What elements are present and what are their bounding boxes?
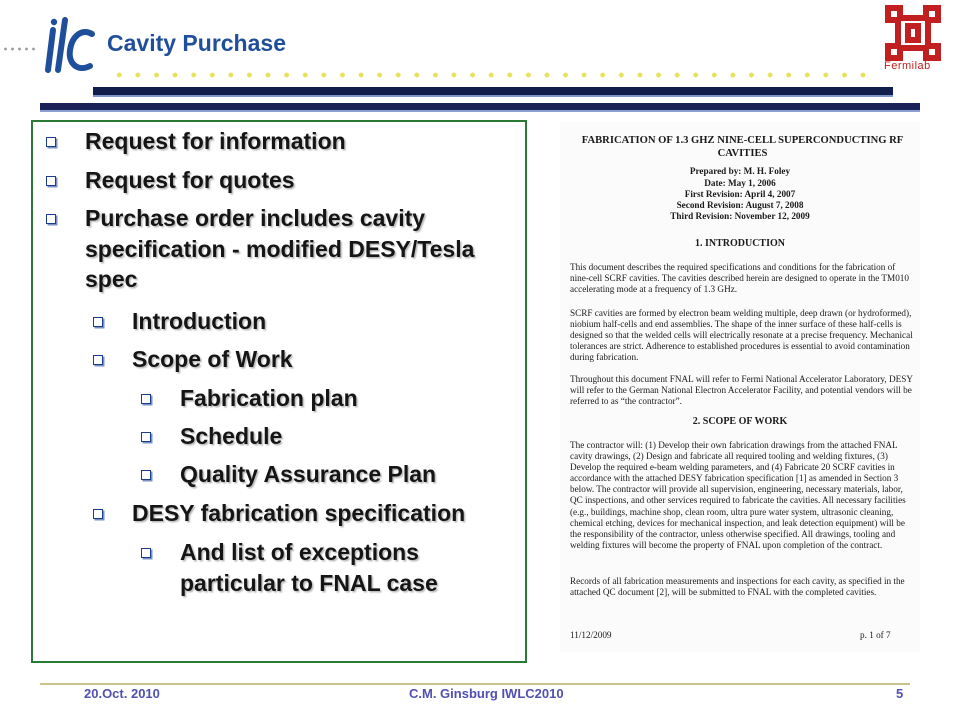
header-dot-row [110, 72, 870, 78]
bullet-item: And list of exceptions particular to FNAL case [180, 539, 438, 596]
left-dot-decoration [2, 46, 36, 52]
document-paragraph: Throughout this document FNAL will refer to Fermi National Accelerator Laboratory, DESY will refer to the German National Electron Accelerator Facility, and potential vendors will be referred to as “the contractor”. [570, 374, 913, 407]
bullet-box-icon [93, 509, 103, 519]
bullet-item: DESY fabrication specification [132, 500, 466, 526]
specification-document-page [560, 122, 920, 652]
document-prepared-by: Prepared by: M. H. Foley [689, 166, 791, 176]
document-section-heading: 1. INTRODUCTION [694, 238, 785, 249]
document-paragraph: The contractor will: (1) Develop their own fabrication drawings from the attached FNAL cavity drawings, (2) Design and fabricate all required tooling and welding fixtures, (3) Develop the required e-beam welding parameters, and (4) Fabricate 20 SCRF cavities in accordance with the attached DESY fabrication specification [1] as amended in Section 3 below. The contractor will provide all supervision, engineering, necessary materials, labor, QC inspections, and other services required to fabricate the cavities. All necessary facilities (e.g., buildings, machine shop, clean room, ultra pure water system, ultrasonic cleaning, chemical etching, devices for mechanical inspection, and leak detection equipment) will be the responsibility of the contractor, unless otherwise specified. All drawings, tooling and welding fixtures will become the property of FNAL upon completion of the contract. [570, 440, 906, 550]
bullet-item: Quality Assurance Plan [180, 461, 437, 487]
bullet-item: Scope of Work [132, 346, 293, 372]
document-section-heading: 2. SCOPE OF WORK [692, 416, 788, 427]
bullet-item: Schedule [180, 423, 283, 449]
bullet-item: Request for information [85, 128, 346, 154]
bullet-box-icon [141, 394, 151, 404]
fermilab-logo [880, 4, 946, 62]
bullet-box-icon [141, 432, 151, 442]
document-third-revision: Third Revision: November 12, 2009 [670, 211, 810, 221]
document-paragraph: SCRF cavities are formed by electron beam welding multiple, deep drawn (or hydroformed), niobium half-cells and end assemblies. The shape of the inner surface of these half-cells is designed so that the welded cells will electrically resonate at a precise frequency. Mechanical tolerances are strict. Adherence to established procedures is essential to avoid contamination during fabrication. [570, 308, 913, 363]
bullet-box-icon [93, 317, 103, 327]
header-rule-bottom [40, 103, 920, 110]
document-paragraph: Records of all fabrication measurements and inspections for each cavity, as specified in the attached QC document [2], will be submitted to FNAL with the completed cavities. [570, 576, 905, 598]
bullet-item: Introduction [132, 308, 267, 334]
bullet-box-icon [141, 548, 151, 558]
bullet-box-icon [46, 214, 56, 224]
bullet-item: Request for quotes [85, 167, 295, 193]
document-second-revision: Second Revision: August 7, 2008 [676, 200, 804, 210]
bullet-item: Fabrication plan [180, 385, 358, 411]
footer-date: 20.Oct. 2010 [84, 686, 160, 701]
header-rule-bottom-shade [40, 110, 920, 112]
document-footer-page: p. 1 of 7 [860, 630, 891, 640]
bullet-box-icon [46, 137, 56, 147]
document-footer-date: 11/12/2009 [570, 630, 612, 640]
document-first-revision: First Revision: April 4, 2007 [684, 189, 796, 199]
footer-page-number: 5 [896, 686, 904, 701]
document-paragraph: This document describes the required specifications and conditions for the fabrication of nine-cell SCRF cavities. The cavities described herein are designed to operate in the TM010 accelerating mode at a frequency of 1.3 GHz. [570, 262, 909, 295]
bullet-item: Purchase order includes cavity specification - modified DESY/Tesla spec [85, 205, 475, 292]
footer-author: C.M. Ginsburg IWLC2010 [409, 686, 564, 701]
bullet-box-icon [93, 355, 103, 365]
slide-title: Cavity Purchase [107, 30, 286, 56]
footer-rule [40, 683, 910, 685]
header-rule-top [93, 87, 893, 95]
bullet-box-icon [46, 176, 56, 186]
ilc-logo [38, 14, 110, 76]
document-date: Date: May 1, 2006 [704, 178, 776, 188]
document-title: FABRICATION OF 1.3 GHZ NINE-CELL SUPERCONDUCTING RF CAVITIES [581, 135, 904, 159]
header-rule-top-shade [93, 95, 893, 97]
bullet-box-icon [141, 470, 151, 480]
fermilab-label: Fermilab [884, 60, 931, 72]
